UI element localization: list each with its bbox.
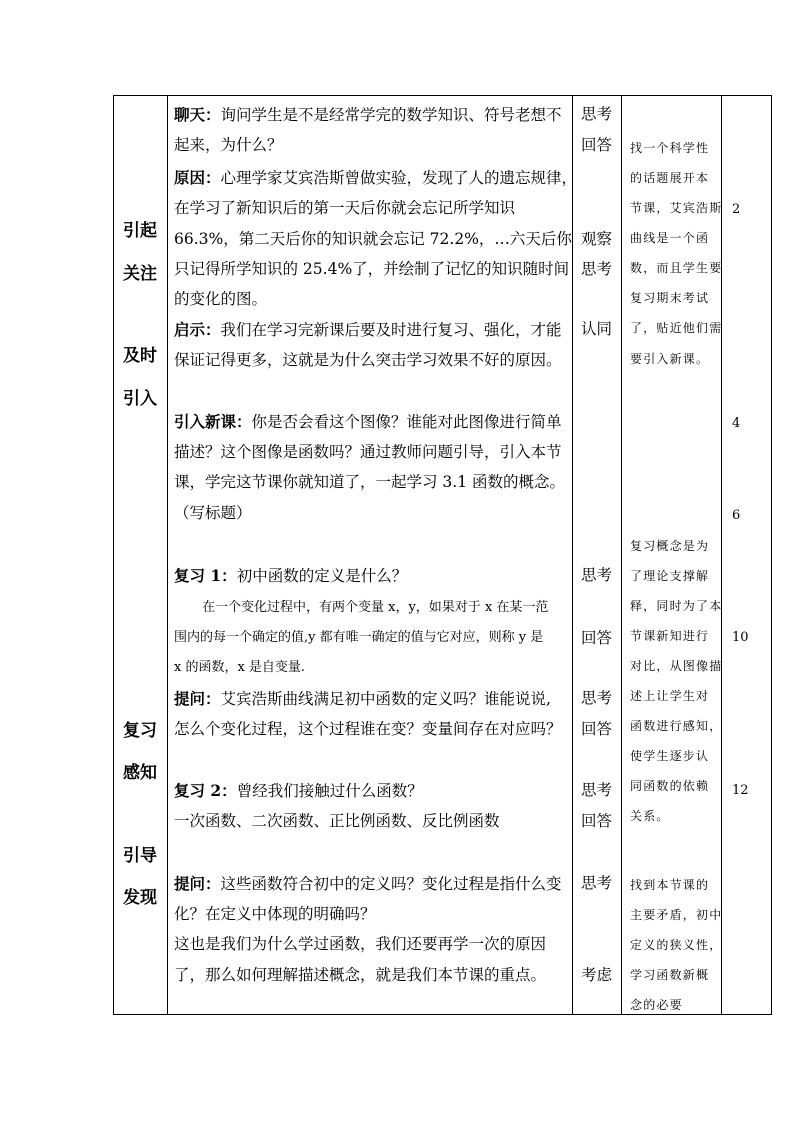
review2-line xyxy=(174,783,423,800)
closing-line: 这也是我们为什么学过函数，我们还要再学一次的原因 xyxy=(174,935,547,953)
intent-text: 释，同时为了本 xyxy=(630,599,723,613)
intent-text: 复习期末考试 xyxy=(630,291,710,305)
lesson-plan-table xyxy=(113,95,772,1015)
activity-text: 认同 xyxy=(581,320,613,338)
intro-line: 描述？这个图像是函数吗？通过教师问题引导，引入本节 xyxy=(174,443,562,461)
intent-text: 学习函数新概 xyxy=(630,968,710,982)
intent-text: 节课，艾宾浩斯 xyxy=(630,201,723,215)
time-column xyxy=(722,96,771,1014)
hint-line xyxy=(174,322,562,339)
chat-line: 起来，为什么？ xyxy=(174,136,283,154)
hint-text: 我们在学习完新课后要及时进行复习、强化，才能 xyxy=(220,321,562,339)
intent-text: 念的必要 xyxy=(630,998,683,1012)
time-value: 10 xyxy=(732,630,749,645)
hint-line: 保证记得更多，这就是为什么突击学习效果不好的原因。 xyxy=(174,351,562,369)
ask2-label: 提问： xyxy=(174,874,221,893)
time-value: 4 xyxy=(732,416,741,431)
activity-text: 思考 xyxy=(581,781,613,799)
intent-text: 节课新知进行 xyxy=(630,629,710,643)
review2-label: 复习 2： xyxy=(174,781,237,800)
reason-line: 只记得所学知识的 25.4%了，并绘制了记忆的知识随时间 xyxy=(174,260,570,278)
ask2-line xyxy=(174,876,562,893)
stage-label: 引起 xyxy=(123,221,157,241)
stage-label: 引入 xyxy=(123,389,157,409)
intent-text: 同函数的依赖 xyxy=(630,779,710,793)
activity-column xyxy=(573,96,621,1014)
chat-line xyxy=(174,107,562,124)
review1-question: 初中函数的定义是什么？ xyxy=(236,567,408,585)
stage-label: 引导 xyxy=(123,846,157,866)
stage-label: 复习 xyxy=(123,721,157,741)
intent-text: 定义的狭义性， xyxy=(630,938,723,952)
intent-column xyxy=(622,96,721,1014)
stage-label: 及时 xyxy=(123,346,157,366)
ask2-text: 这些函数符合初中的定义吗？变化过程是指什么变 xyxy=(220,875,562,893)
time-value: 6 xyxy=(732,508,741,523)
intro-label: 引入新课： xyxy=(174,412,252,431)
ask-text: 艾宾浩斯曲线满足初中函数的定义吗？谁能说说, xyxy=(220,690,551,708)
activity-text: 思考 xyxy=(581,260,613,278)
intent-text: 了理论支撑解 xyxy=(630,569,710,583)
intent-text: 使学生逐步认 xyxy=(630,749,710,763)
intent-text: 找一个科学性 xyxy=(630,141,710,155)
time-value: 12 xyxy=(732,783,749,798)
activity-text: 思考 xyxy=(581,105,613,123)
intro-line: （写标题） xyxy=(174,504,252,522)
intent-text: 关系。 xyxy=(630,809,670,823)
reason-line: 66.3%，第二天后你的知识就会忘记 72.2%，…六天后你 xyxy=(174,230,572,248)
stage-column xyxy=(114,96,167,1014)
intent-text: 主要矛盾，初中 xyxy=(630,908,723,922)
definition-line: 围内的每一个确定的值,y 都有唯一确定的值与它对应，则称 y 是 xyxy=(174,630,544,645)
column-divider xyxy=(167,96,168,1014)
review1-line xyxy=(174,568,407,585)
stage-label: 关注 xyxy=(123,264,157,284)
activity-text: 思考 xyxy=(581,689,613,707)
intro-text: 你是否会看这个图像？谁能对此图像进行简单 xyxy=(251,413,562,431)
intent-text: 的话题展开本 xyxy=(630,171,710,185)
review1-label: 复习 1： xyxy=(174,566,237,585)
ask-line xyxy=(174,691,551,708)
intent-text: 述上让学生对 xyxy=(630,689,710,703)
chat-label: 聊天： xyxy=(174,105,221,124)
activity-text: 回答 xyxy=(581,720,613,738)
definition-line: x 的函数，x 是自变量. xyxy=(174,660,306,675)
reason-label: 原因： xyxy=(174,168,221,187)
activity-text: 回答 xyxy=(581,136,613,154)
ask-label: 提问： xyxy=(174,689,221,708)
intent-text: 要引入新课。 xyxy=(630,352,710,366)
time-value: 2 xyxy=(732,202,741,217)
reason-line: 的变化的图。 xyxy=(174,290,268,308)
activity-text: 思考 xyxy=(581,874,613,892)
closing-line: 了，那么如何理解描述概念，就是我们本节课的重点。 xyxy=(174,966,547,984)
intent-text: 复习概念是为 xyxy=(630,539,710,553)
intent-text: 函数进行感知， xyxy=(630,719,723,733)
intent-text: 对比，从图像描 xyxy=(630,659,723,673)
hint-label: 启示： xyxy=(174,320,221,339)
intro-line: 课，学完这节课你就知道了，一起学习 3.1 函数的概念。 xyxy=(174,473,566,491)
activity-text: 考虑 xyxy=(581,966,613,984)
reason-line xyxy=(174,170,577,187)
intent-text: 曲线是一个函 xyxy=(630,231,710,245)
activity-text: 观察 xyxy=(581,230,613,248)
intent-text: 了，贴近他们需 xyxy=(630,321,723,335)
review2-question: 曾经我们接触过什么函数？ xyxy=(236,782,423,800)
intro-line xyxy=(174,414,562,431)
ask-line: 怎么个变化过程，这个过程谁在变？变量间存在对应吗？ xyxy=(174,720,562,738)
review2-answer: 一次函数、二次函数、正比例函数、反比例函数 xyxy=(174,812,500,830)
reason-text: 心理学家艾宾浩斯曾做实验，发现了人的遗忘规律， xyxy=(220,169,578,187)
ask2-line: 化？在定义中体现的明确吗？ xyxy=(174,905,376,923)
content-column xyxy=(172,96,578,1014)
reason-line: 在学习了新知识后的第一天后你就会忘记所学知识 xyxy=(174,199,516,217)
stage-label: 发现 xyxy=(123,888,157,908)
chat-text: 询问学生是不是经常学完的数学知识、符号老想不 xyxy=(220,106,562,124)
intent-text: 数，而且学生要 xyxy=(630,261,723,275)
definition-line: 在一个变化过程中，有两个变量 x，y，如果对于 x 在某一范 xyxy=(202,600,549,615)
activity-text: 回答 xyxy=(581,812,613,830)
stage-label: 感知 xyxy=(123,763,157,783)
activity-text: 回答 xyxy=(581,629,613,647)
activity-text: 思考 xyxy=(581,566,613,584)
intent-text: 找到本节课的 xyxy=(630,878,710,892)
